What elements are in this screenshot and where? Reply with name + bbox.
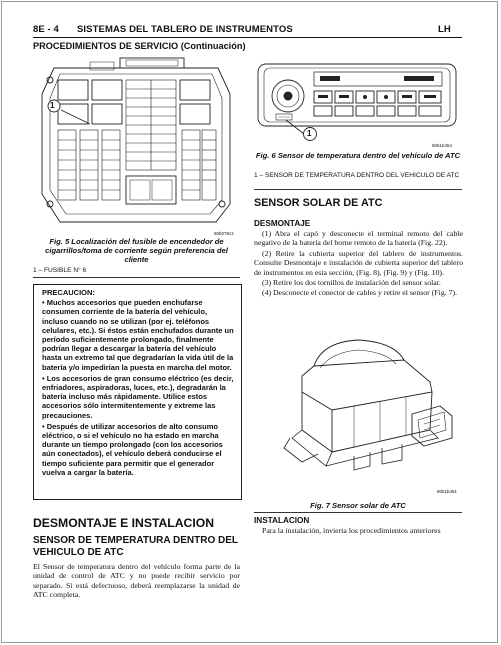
left-section-paragraph: El Sensor de temperatura dentro del vehículo forma parte de la unidad de control de ATC y no puede recibir servicio por separado. Si está defectuoso, deberá reemplazarse la unidad de ATC completa. — [33, 562, 240, 600]
fuse-panel-illustration — [30, 54, 242, 236]
atc-control-unit-illustration — [254, 58, 462, 150]
caution-item: • Después de utilizar accesorios de alto consumo eléctrico, o si el vehículo no ha estado en marcha durante un tiempo prolongado (con los accesorios aún conectados), el vehículo deberá conducirse el tiempo suficiente para permitir que el generador vuelva a cargar la batería. — [42, 421, 223, 477]
removal-steps — [254, 229, 463, 299]
install-text: Para la instalación, invierta los procedimientos anteriores — [262, 526, 441, 535]
fig5-legend-rule — [33, 277, 240, 278]
removal-heading: DESMONTAJE — [254, 219, 311, 228]
fig5-caption: Fig. 5 Localización del fusible de encendedor de cigarrillos/toma de corriente según preferencia del cliente — [45, 237, 228, 264]
page-number: 8E - 4 — [33, 24, 59, 35]
fig6-legend: 1 – SENSOR DE TEMPERATURA DENTRO DEL VEHICULO DE ATC — [254, 172, 460, 179]
fig5-ref-code: 80b079c2 — [214, 231, 234, 236]
solar-sensor-illustration — [262, 330, 462, 498]
caution-item: • Muchos accesorios que pueden enchufarse consumen corriente de la batería del vehículo, incluso cuando no se utilizan (por ej. teléfonos celulares, etc.). Si éstos están enchufados durante un período suficientemente prolongado, finalmente podrían llegar a descargar la batería del vehículo hasta un extremo tal que degradarían la vida útil de la batería y/o impedirían la puesta en marcha del motor. — [42, 298, 234, 372]
fig5-legend: 1 – FUSIBLE N° 6 — [33, 267, 87, 274]
fig6-callout-number: 1 — [307, 129, 312, 138]
fig6-ref-code: 80b1b454 — [432, 143, 453, 148]
fig7-caption: Fig. 7 Sensor solar de ATC — [310, 501, 406, 510]
removal-step: (4) Desconecte el conector de cables y retire el sensor (Fig. 7). — [262, 288, 458, 298]
fig7-caption-rule — [254, 512, 462, 513]
model-code: LH — [438, 24, 451, 35]
removal-step: (2) Retire la cubierta superior del tablero de instrumentos. Consulte Desmontaje e instalación de cubierta superior del tablero de instrumentos en esta sección, (Fig. 8), (Fig. 9) y (Fig. 10). — [254, 248, 463, 277]
right-section-heading: SENSOR SOLAR DE ATC — [254, 197, 383, 209]
fig5-callout-number: 1 — [50, 101, 55, 110]
header-rule — [33, 37, 462, 38]
section-subtitle: PROCEDIMIENTOS DE SERVICIO (Continuación) — [33, 41, 246, 51]
left-section-subheading: SENSOR DE TEMPERATURA DENTRO DEL VEHICULO DE ATC — [33, 535, 238, 558]
caution-box — [33, 284, 242, 500]
fig7-ref-code: 80b1b451 — [437, 489, 458, 494]
fig6-caption: Fig. 6 Sensor de temperatura dentro del vehículo de ATC — [255, 151, 461, 160]
chapter-title: SISTEMAS DEL TABLERO DE INSTRUMENTOS — [77, 24, 293, 35]
left-section-heading: DESMONTAJE E INSTALACION — [33, 516, 215, 530]
install-heading: INSTALACION — [254, 516, 310, 525]
removal-step: (1) Abra el capó y desconecte el terminal remoto del cable negativo de la batería del borne remoto de la batería (Fig. 22). — [254, 229, 463, 248]
caution-item: • Los accesorios de gran consumo eléctrico (es decir, enfriadores, aspiradoras, luces, etc.), degradarán la batería incluso más rápidamente. Utilice estos accesorios sólo intermitentemente y extreme las precauciones. — [42, 373, 234, 420]
fig6-legend-rule — [254, 189, 462, 190]
removal-step: (3) Retire los dos tornillos de instalación del sensor solar. — [262, 278, 441, 288]
caution-heading: PRECAUCION: — [42, 288, 95, 297]
